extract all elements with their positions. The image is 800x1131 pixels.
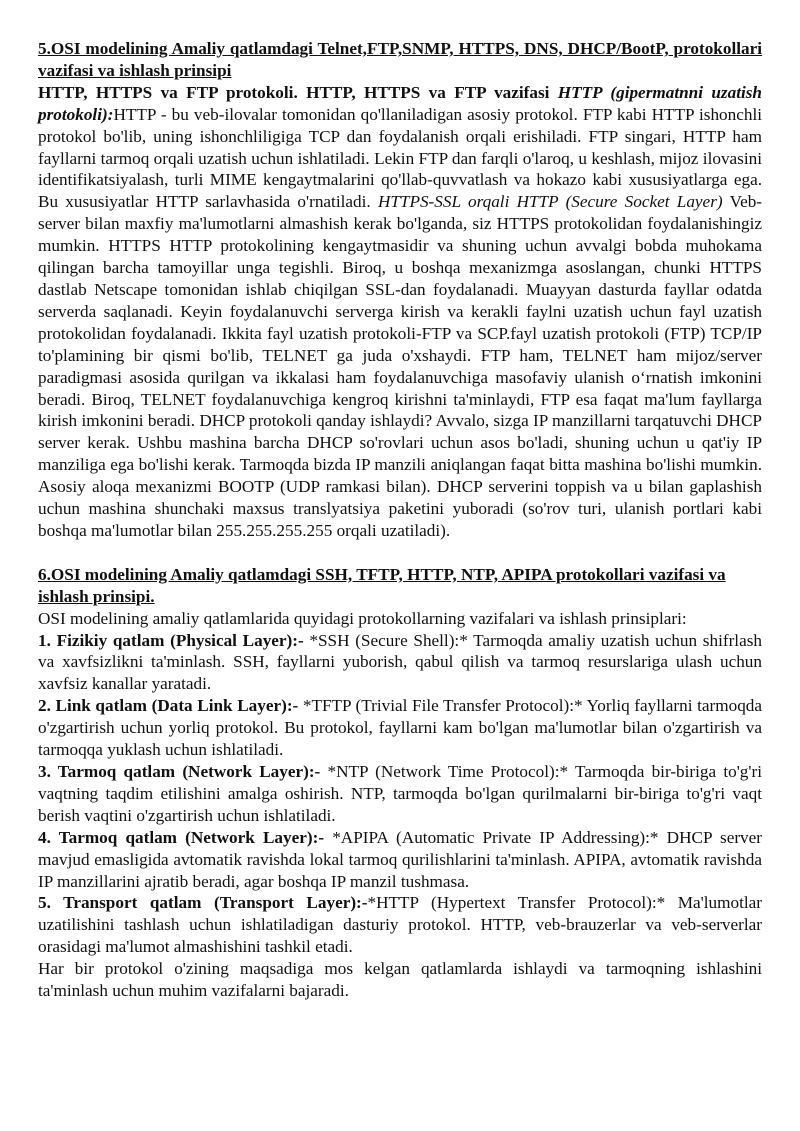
section-5-heading: 5.OSI modelining Amaliy qatlamdagi Telnet,FTP,SNMP, HTTPS, DNS, DHCP/BootP, protokollari vazifasi va ishlash prinsipi	[38, 39, 762, 80]
layer-item-label: 1. Fizikiy qatlam (Physical Layer):-	[38, 630, 304, 650]
section-6-closing: Har bir protokol o'zining maqsadiga mos kelgan qatlamlarda ishlaydi va tarmoqning ishlashini ta'minlash uchun muhim vazifalarni bajaradi.	[38, 959, 762, 1001]
https-description: Veb-server bilan maxfiy ma'lumotlarni almashish kerak bo'lganda, siz HTTPS protokolidan foydalanishingiz mumkin. HTTPS HTTP protokolining kengaytmasidir va shuning uchun avvalgi bobda muhokama qilingan barcha tamoyillar unga tegishli. Biroq, u boshqa mexanizmga asoslangan, chunki HTTPS dastlab Netscape tomonidan ishlab chiqilgan SSL-dan foydalanadi. Muayyan dasturda fayllar odatda serverda saqlanadi. Keyin foydalanuvchi serverga kirish va kerakli faylni uzatish uchun fayl uzatish protokolidan foydalanadi. Ikkita fayl uzatish protokoli-FTP va SCP.fayl uzatish protokoli (FTP) TCP/IP to'plamining bir qismi bo'lib, TELNET ga juda o'xshaydi. FTP ham, TELNET ham mijoz/server paradigmasi asosida qurilgan va ikkalasi ham foydalanuvchiga masofaviy ulanish o‘rnatish imkonini beradi. Biroq, TELNET foydalanuvchiga kengroq kirishni ta'minlaydi, FTP esa faqat ma'lum fayllarga kirish imkonini beradi. DHCP protokoli qanday ishlaydi? Avvalo, sizga IP manzillarni tarqatuvchi DHCP server kerak. Ushbu mashina barcha DHCP so'rovlari uchun asos bo'ladi, shuning uchun u qat'iy IP manziliga ega bo'lishi kerak. Tarmoqda bizda IP manzili aniqlangan faqat bitta mashina bo'lishi mumkin. Asosiy aloqa mexanizmi BOOTP (UDP ramkasi bilan). DHCP serverini toppish va u bilan gaplashish uchun mashina shunchaki maxsus translyatsiya paketini yuboradi (so'rov turi, ulanish portlari kabi boshqa ma'lumotlar bilan 255.255.255.255 orqali uzatiladi).	[38, 192, 763, 540]
layer-item-text: *TFTP (Trivial File Transfer Protocol):* Yorliq fayllarni tarmoqda o'zgartirish uchun yorliq protokol. Bu protokol, fayllarni kam bo'lgan ma'lumotlar bilan o'zgartirish va tarmoqqa yuklash uchun ishlatiladi.	[38, 696, 763, 760]
section-6-heading: 6.OSI modelining Amaliy qatlamdagi SSH, TFTP, HTTP, NTP, APIPA protokollari vazifasi va ishlash prinsipi.	[38, 564, 726, 606]
layer-item-label: 5. Transport qatlam (Transport Layer):-	[38, 893, 368, 913]
document-page	[38, 38, 762, 1002]
layer-item-text: *SSH (Secure Shell):* Tarmoqda amaliy uzatish uchun shifrlash va xavfsizlikni ta'minlash. SSH, fayllarni yuborish, qabul qilish va tarmoq resurslariga ulash uchun xavfsiz kanallar yaratadi.	[38, 630, 762, 694]
layer-item-text: *HTTP (Hypertext Transfer Protocol):* Ma'lumotlar uzatilishini tashlash uchun ishlatiladigan dasturiy protokol. HTTP, veb-brauzerlar va veb-serverlar orasidagi ma'lumot almashishini tashkil etadi.	[38, 893, 762, 957]
https-term: HTTPS-SSL orqali HTTP (Secure Socket Layer)	[377, 192, 723, 212]
section-6-intro: OSI modelining amaliy qatlamlarida quyidagi protokollarning vazifalari va ishlash prinsiplari:	[38, 608, 687, 628]
layer-item	[38, 761, 762, 827]
http-description: HTTP - bu veb-ilovalar tomonidan qo'llaniladigan asosiy protokol. FTP kabi HTTP ishonchli protokol bo'lib, uning ishonchliligiga TCP dan foydalanish orqali erishiladi. FTP singari, HTTP ham fayllarni tarmoq orqali uzatish uchun ishlatiladi. Lekin FTP dan farqli o'laroq, u keshlash, mijoz ilovasini identifikatsiyalash, turli MIME kengaytmalarini qo'llab-quvvatlash va hokazo kabi xususiyatlarga ega. Bu xususiyatlar HTTP sarlavhasida o'rnatiladi.	[38, 104, 762, 212]
layer-item	[38, 630, 762, 696]
section-5-body	[38, 82, 762, 542]
http-term: HTTP (gipermatnni uzatish protokoli):	[38, 82, 762, 124]
layer-item	[38, 695, 762, 761]
layer-item-label: 2. Link qatlam (Data Link Layer):-	[38, 696, 299, 716]
layer-item-text: *APIPA (Automatic Private IP Addressing):* DHCP server mavjud emasligida avtomatik ravishda lokal tarmoq qurilishlarini ta'minlash. APIPA, avtomatik ravishda IP manzillarini ajratib beradi, agar boshqa IP manzil tushmasa.	[38, 827, 762, 891]
section-spacer	[38, 542, 762, 564]
layer-item	[38, 827, 762, 893]
section-5-subheading: HTTP, HTTPS va FTP protokoli. HTTP, HTTPS va FTP vazifasi	[38, 82, 550, 102]
layer-item-text: *NTP (Network Time Protocol):* Tarmoqda bir-biriga to'g'ri vaqtning taqdim etilishini amalga oshirish. NTP, tarmoqda bo'lgan qurilmalarni bir-biriga to'g'ri vaqt berish vaqtini o'zgartirish uchun ishlatiladi.	[38, 762, 762, 825]
layer-item-label: 3. Tarmoq qatlam (Network Layer):-	[38, 762, 321, 781]
layer-item-label: 4. Tarmoq qatlam (Network Layer):-	[38, 827, 325, 847]
layer-item	[38, 892, 762, 958]
